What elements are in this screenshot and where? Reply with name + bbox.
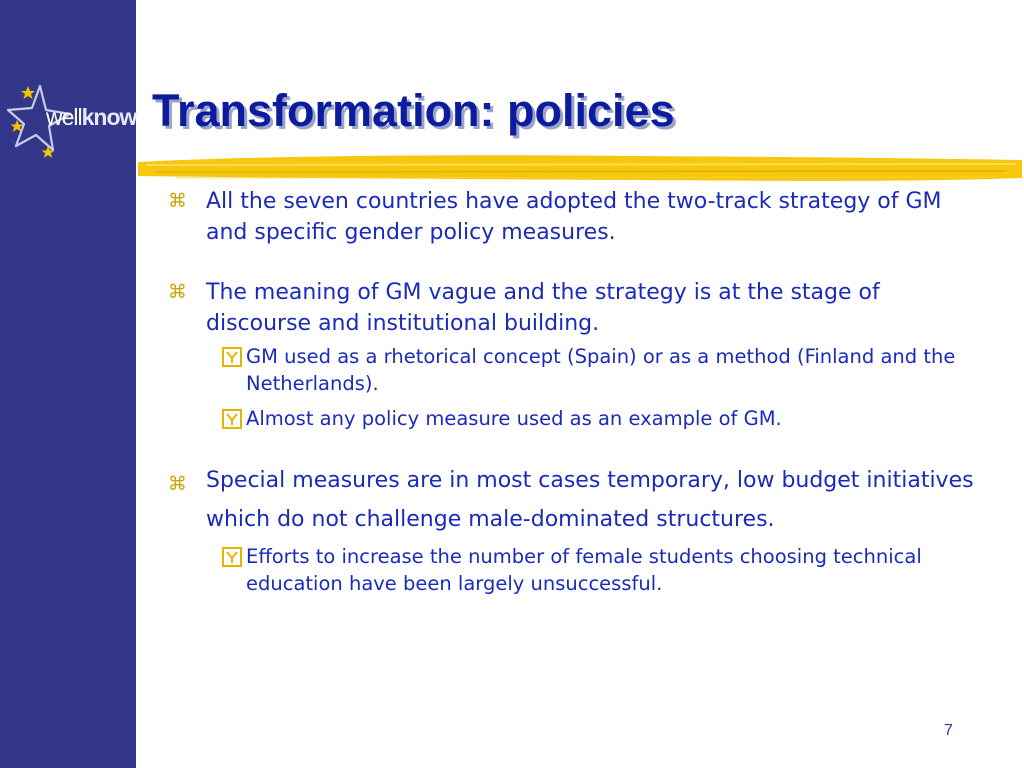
sub-bullet-text: GM used as a rhetorical concept (Spain) or as a method (Finland and the Netherlands). (246, 345, 956, 395)
bullet-item (168, 461, 988, 597)
sub-bullet-list (206, 343, 988, 432)
bullet-text: The meaning of GM vague and the strategy is at the stage of discourse and institutional building. (206, 280, 880, 336)
logo-text (46, 106, 136, 129)
logo-text-well: well (46, 104, 82, 130)
checkbox-y-bullet-icon (222, 409, 242, 429)
checkbox-y-bullet-icon (222, 547, 242, 567)
logo-text-know: know (81, 104, 137, 130)
sub-bullet-item (214, 343, 988, 397)
sub-bullet-item (214, 405, 988, 432)
sub-bullet-text: Almost any policy measure used as an example of GM. (246, 407, 782, 430)
bullet-text: All the seven countries have adopted the two-track strategy of GM and specific gender policy measures. (206, 189, 942, 245)
command-bullet-icon: ⌘ (168, 473, 187, 495)
command-bullet-icon: ⌘ (168, 190, 187, 212)
sub-bullet-text: Efforts to increase the number of female students choosing technical education have been largely unsuccessful. (246, 545, 922, 595)
slide-title: Transformation: policies (152, 85, 675, 136)
bullet-item (168, 186, 988, 248)
bullet-text: Special measures are in most cases temporary, low budget initiatives which do not challenge male-dominated structures. (206, 468, 974, 532)
wellknow-logo (6, 80, 137, 166)
bullet-item (168, 277, 988, 432)
checkbox-y-bullet-icon (222, 347, 242, 367)
slide-content (168, 186, 988, 597)
command-bullet-icon: ⌘ (168, 281, 187, 303)
page-number: 7 (944, 722, 953, 739)
title-underline-brushstroke (136, 148, 1024, 188)
sub-bullet-list (206, 543, 988, 597)
sub-bullet-item (214, 543, 988, 597)
